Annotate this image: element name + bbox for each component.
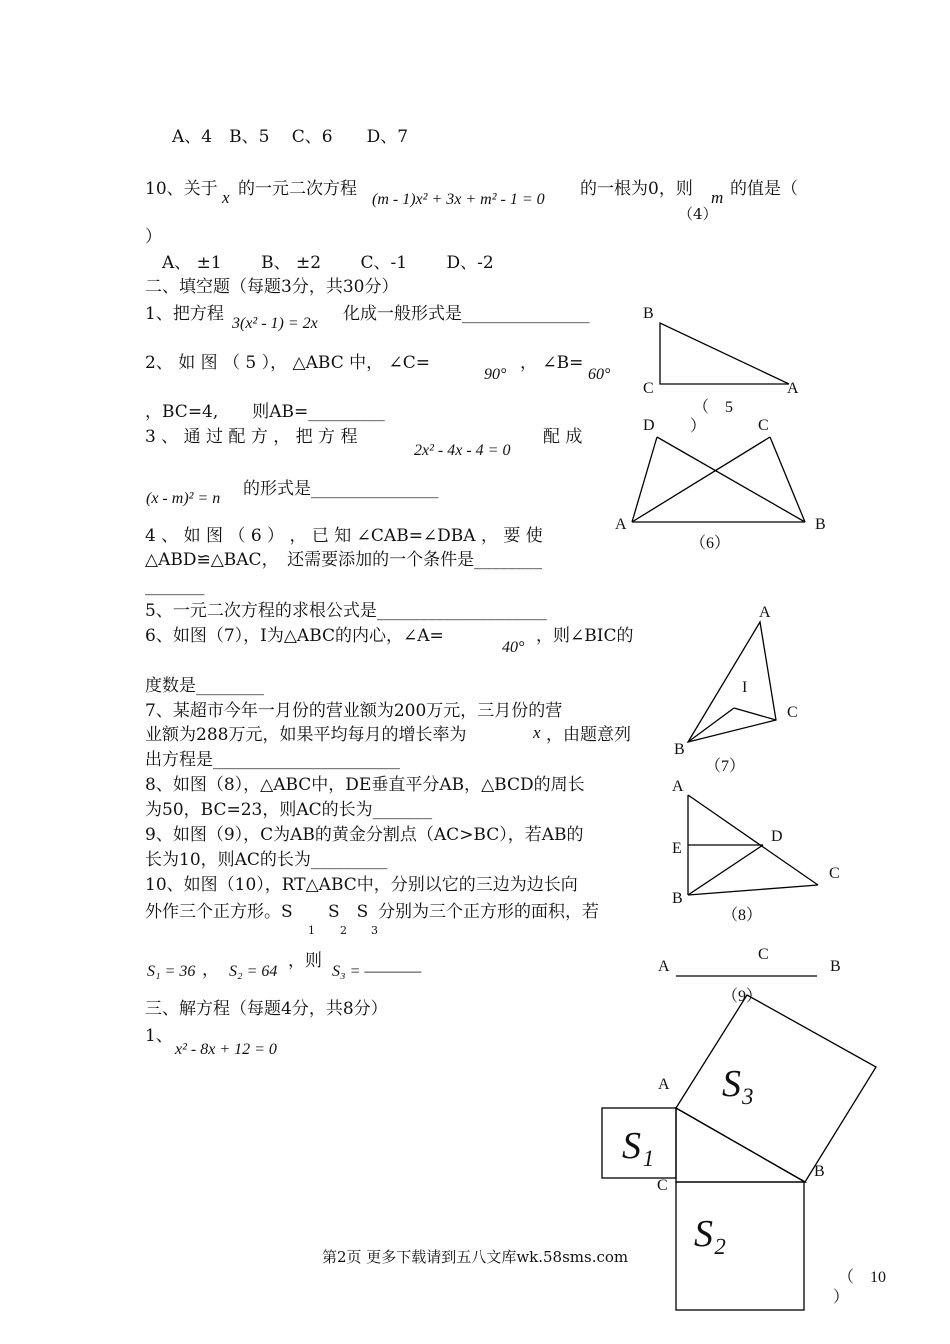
s2-q6-line1-b: ，则∠BIC的 <box>536 626 634 646</box>
s2-q3-form: (x - m)² = n <box>146 490 221 507</box>
fig8-label-e: E <box>672 840 682 857</box>
s2-q10-line2-b: 分别为三个正方形的面积，若 <box>378 902 599 922</box>
fig7-triangle <box>688 622 776 742</box>
section2-heading: 二、填空题（每题3分，共30分） <box>145 277 399 297</box>
fig10-label-a: A <box>658 1076 670 1093</box>
q10-prefix: 10、关于 <box>145 179 218 199</box>
q10-var-m: m <box>711 188 724 207</box>
q9-options: A、4 B、5 C、6 D、7 <box>172 127 409 147</box>
fig9-label-b: B <box>830 958 841 975</box>
fig8-label-b: B <box>672 890 683 907</box>
s2-q8-line1: 8、如图（8），△ABC中，DE垂直平分AB，△BCD的周长 <box>145 775 585 795</box>
section3-q1-equation: x² - 8x + 12 = 0 <box>175 1041 277 1058</box>
fig10-caption-close: ） <box>833 1289 850 1306</box>
s2-q10-s-letters: S S <box>328 902 369 922</box>
fig5-label-a: A <box>787 380 799 397</box>
s2-q6-line2: 度数是________ <box>145 676 264 696</box>
fig10-s1: S₁ <box>622 1125 655 1167</box>
q10-suffix: 的一根为0，则 <box>580 179 693 199</box>
fig7-label-b: B <box>674 741 685 758</box>
fig5-triangle <box>660 323 789 384</box>
fig6-label-d: D <box>643 417 655 434</box>
fig9-caption: （9） <box>722 988 763 1005</box>
fig6-label-c: C <box>758 417 769 434</box>
s2-q1-equation: 3(x² - 1) = 2x <box>232 315 318 332</box>
s2-q3-line1: 3 、 通 过 配 方 ， 把 方 程 <box>145 427 358 447</box>
fig6-caption: （6） <box>690 535 731 552</box>
section3-heading: 三、解方程（每题4分，共8分） <box>145 999 388 1019</box>
section3-q1-label: 1、 <box>145 1026 173 1046</box>
fig7-label-i: I <box>742 679 748 696</box>
s2-q10-sub-2: 2 <box>340 924 347 937</box>
s2-q8-line2: 为50，BC=23，则AC的长为_______ <box>145 800 433 820</box>
fig6-label-b: B <box>815 516 826 533</box>
s2-q7-line1: 7、某超市今年一月份的营业额为200万元，三月份的营 <box>145 701 563 721</box>
s2-q1-prefix: 1、把方程 <box>145 304 224 324</box>
q10-tail: 的值是（ <box>730 179 798 199</box>
fig8-label-d: D <box>771 828 783 845</box>
fig5-label-c: C <box>643 380 654 397</box>
fig9-label-a: A <box>658 958 670 975</box>
fig7-label-a: A <box>759 604 771 621</box>
s2-q7-var: x <box>533 723 541 742</box>
fig8-label-c: C <box>829 865 840 882</box>
s2-q9-line2: 长为10，则AC的长为_________ <box>145 850 388 870</box>
fig10-s3: S₃ <box>722 1063 755 1105</box>
s2-q2-angle-b: 60° <box>588 366 611 383</box>
fig5-caption: （ 5 <box>693 399 734 416</box>
fig10-s2: S₂ <box>694 1213 727 1255</box>
s2-q3-suffix: 的形式是_______________ <box>243 479 439 499</box>
fig10-label-c: C <box>657 1177 668 1194</box>
s2-q10-s2: S₂ = 64 <box>229 963 278 980</box>
fig6-label-a: A <box>615 516 627 533</box>
fig8-caption: （8） <box>722 907 763 924</box>
s2-q3-equation: 2x² - 4x - 4 = 0 <box>414 442 511 459</box>
s2-q6-angle: 40° <box>502 639 525 656</box>
q10-mid: 的一元二次方程 <box>238 179 357 199</box>
s2-q7-line3: 出方程是______________________ <box>145 750 400 770</box>
fig10-label-b: B <box>814 1163 825 1180</box>
s2-q2-line2: ，BC=4, 则AB=_________ <box>145 402 385 422</box>
fig8-triangle <box>688 795 818 895</box>
fig5-label-b: B <box>643 305 654 322</box>
q10-note: （4） <box>678 205 718 223</box>
s2-q3-after: 配 成 <box>543 427 583 447</box>
s2-q5: 5、一元二次方程的求根公式是____________________ <box>145 601 547 621</box>
q10-equation: (m - 1)x² + 3x + m² - 1 = 0 <box>372 191 545 208</box>
s2-q4-line2: △ABD≌△BAC， 还需要添加的一个条件是________ <box>145 550 543 570</box>
s2-q7-line2-a: 业额为288万元，如果平均每月的增长率为 <box>145 725 467 745</box>
s2-q10-sub-1: 1 <box>308 924 315 937</box>
s2-q4-line1: 4 、 如 图 （ 6 ） ， 已 知 ∠CAB=∠DBA ， 要 使 <box>145 526 543 546</box>
q10-options: A、 ±1 B、 ±2 C、-1 D、-2 <box>162 253 494 273</box>
fig5-caption-close: ） <box>690 418 707 435</box>
fig9-label-c: C <box>758 946 769 963</box>
s2-q10-line1: 10、如图（10），RT△ABC中，分别以它的三边为边长向 <box>145 875 578 895</box>
s2-q6-line1-a: 6、如图（7），I为△ABC的内心，∠A= <box>145 626 444 646</box>
q10-var-x: x <box>222 188 230 207</box>
s2-q10-comma2: ，则 <box>288 951 322 971</box>
s2-q2-line1: 2、 如 图 （ 5 ）， △ABC 中， ∠C= <box>145 353 431 373</box>
s2-q10-sub-3: 3 <box>371 924 378 937</box>
fig7-label-c: C <box>787 704 798 721</box>
s2-q10-s3: S₃ = ———— <box>332 963 422 980</box>
q10-close: ） <box>145 227 162 247</box>
fig8-label-a: A <box>672 778 684 795</box>
fig7-caption: （7） <box>705 758 746 775</box>
fig6-trapezoid <box>632 437 805 522</box>
s2-q2-angle-c: 90° <box>484 366 507 383</box>
s2-q10-line2-a: 外作三个正方形。S <box>145 902 293 922</box>
s2-q7-line2-b: ，由题意列 <box>546 725 631 745</box>
s2-q9-line1: 9、如图（9），C为AB的黄金分割点（AC>BC），若AB的 <box>145 825 584 845</box>
fig10-caption: （ 10 <box>838 1269 887 1286</box>
s2-q1-suffix: 化成一般形式是_______________ <box>343 304 590 324</box>
s2-q10-s1: S₁ = 36 <box>147 963 196 980</box>
s2-q10-comma1: ， <box>202 960 219 980</box>
page-footer: 第2页 更多下载请到五八文库wk.58sms.com <box>322 1248 629 1266</box>
s2-q2-mid: ， ∠B= <box>520 353 584 373</box>
s2-q4-line3: _______ <box>145 576 205 596</box>
